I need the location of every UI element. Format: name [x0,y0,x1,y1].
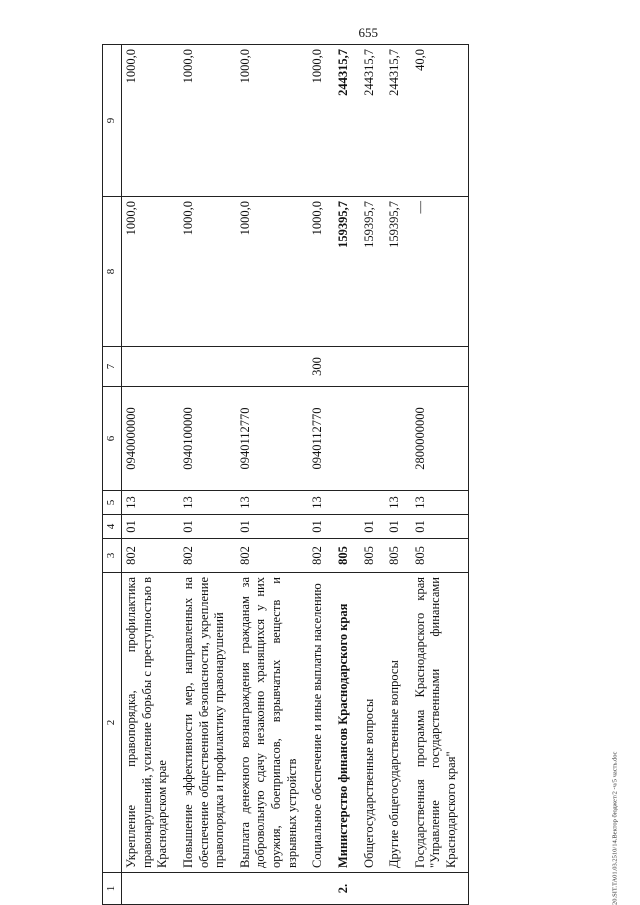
table-row [334,45,360,905]
col-amount-2019: 1000,0 [122,197,179,347]
col-target-article [334,387,360,491]
page-number: 655 [358,25,378,40]
column-header-5: 5 [103,491,122,515]
table-row [179,45,236,905]
row-name: Общегосударственные вопросы [360,573,386,873]
row-number [360,873,386,905]
col-target-article: 0940112770 [308,387,334,491]
col-expense-type [385,347,411,387]
column-header-2: 2 [103,573,122,873]
col-amount-2019: — [411,197,468,347]
column-header-1: 1 [103,873,122,905]
table-row [385,45,411,905]
column-header-7: 7 [103,347,122,387]
row-number [308,873,334,905]
table-row [411,45,468,905]
col-ministry-code: 805 [334,539,360,573]
col-amount-2020: 244315,7 [334,45,360,197]
col-target-article: 0940112770 [236,387,309,491]
col-section: 01 [360,515,386,539]
col-section: 01 [308,515,334,539]
col-amount-2019: 1000,0 [179,197,236,347]
col-target-article: 0940100000 [179,387,236,491]
table-row [236,45,309,905]
footer-path-text: 20.SIT.TA01.03.2510/14.Вектор бюджет/2 -ч/5 часть.doc [611,751,618,905]
col-expense-type [236,347,309,387]
col-subsection: 13 [179,491,236,515]
col-amount-2020: 244315,7 [385,45,411,197]
col-target-article [385,387,411,491]
col-target-article [360,387,386,491]
col-amount-2020: 40,0 [411,45,468,197]
col-amount-2020: 1000,0 [308,45,334,197]
footer-path [604,45,618,905]
col-target-article: 0940000000 [122,387,179,491]
row-name: Государственная программа Краснодарского края "Управление государственными финансами Краснодарского края" [411,573,468,873]
col-amount-2020: 1000,0 [122,45,179,197]
table-sheet [102,45,602,905]
col-section: 01 [411,515,468,539]
col-section [334,515,360,539]
row-number [411,873,468,905]
col-amount-2020: 1000,0 [236,45,309,197]
col-section: 01 [236,515,309,539]
row-name: Другие общегосударственные вопросы [385,573,411,873]
row-number [122,873,179,905]
row-name: Укрепление правопорядка, профилактика правонарушений, усиление борьбы с преступностью в Краснодарском крае [122,573,179,873]
col-expense-type: 300 [308,347,334,387]
col-section: 01 [179,515,236,539]
col-target-article: 2800000000 [411,387,468,491]
col-expense-type [360,347,386,387]
col-ministry-code: 802 [179,539,236,573]
col-subsection: 13 [236,491,309,515]
col-ministry-code: 802 [236,539,309,573]
row-number: 2. [334,873,360,905]
col-subsection [360,491,386,515]
table-row [360,45,386,905]
row-name: Повышение эффективности мер, направленных на обеспечение общественной безопасности, укрепление правопорядка и профилактику правонарушений [179,573,236,873]
header-row [103,45,122,905]
column-header-6: 6 [103,387,122,491]
column-header-3: 3 [103,539,122,573]
col-subsection: 13 [411,491,468,515]
row-number [385,873,411,905]
col-subsection: 13 [385,491,411,515]
rotated-table-container [102,45,602,905]
table-row [122,45,179,905]
column-header-8: 8 [103,197,122,347]
col-section: 01 [385,515,411,539]
col-amount-2020: 244315,7 [360,45,386,197]
table-row [308,45,334,905]
col-ministry-code: 805 [360,539,386,573]
col-ministry-code: 802 [308,539,334,573]
col-amount-2019: 159395,7 [385,197,411,347]
col-expense-type [122,347,179,387]
col-subsection: 13 [308,491,334,515]
col-ministry-code: 805 [385,539,411,573]
row-number [179,873,236,905]
row-name: Министерство финансов Краснодарского края [334,573,360,873]
col-ministry-code: 802 [122,539,179,573]
col-amount-2019: 159395,7 [360,197,386,347]
col-amount-2019: 159395,7 [334,197,360,347]
col-amount-2019: 1000,0 [308,197,334,347]
row-name: Социальное обеспечение и иные выплаты населению [308,573,334,873]
col-subsection [334,491,360,515]
col-expense-type [334,347,360,387]
row-name: Выплата денежного вознаграждения гражданам за добровольную сдачу незаконно хранящихся у них оружия, боеприпасов, взрывчатых веществ и взрывных устройств [236,573,309,873]
col-amount-2019: 1000,0 [236,197,309,347]
column-header-9: 9 [103,45,122,197]
column-header-4: 4 [103,515,122,539]
row-number [236,873,309,905]
col-section: 01 [122,515,179,539]
col-subsection: 13 [122,491,179,515]
col-amount-2020: 1000,0 [179,45,236,197]
budget-table [102,44,469,905]
col-expense-type [411,347,468,387]
col-ministry-code: 805 [411,539,468,573]
col-expense-type [179,347,236,387]
